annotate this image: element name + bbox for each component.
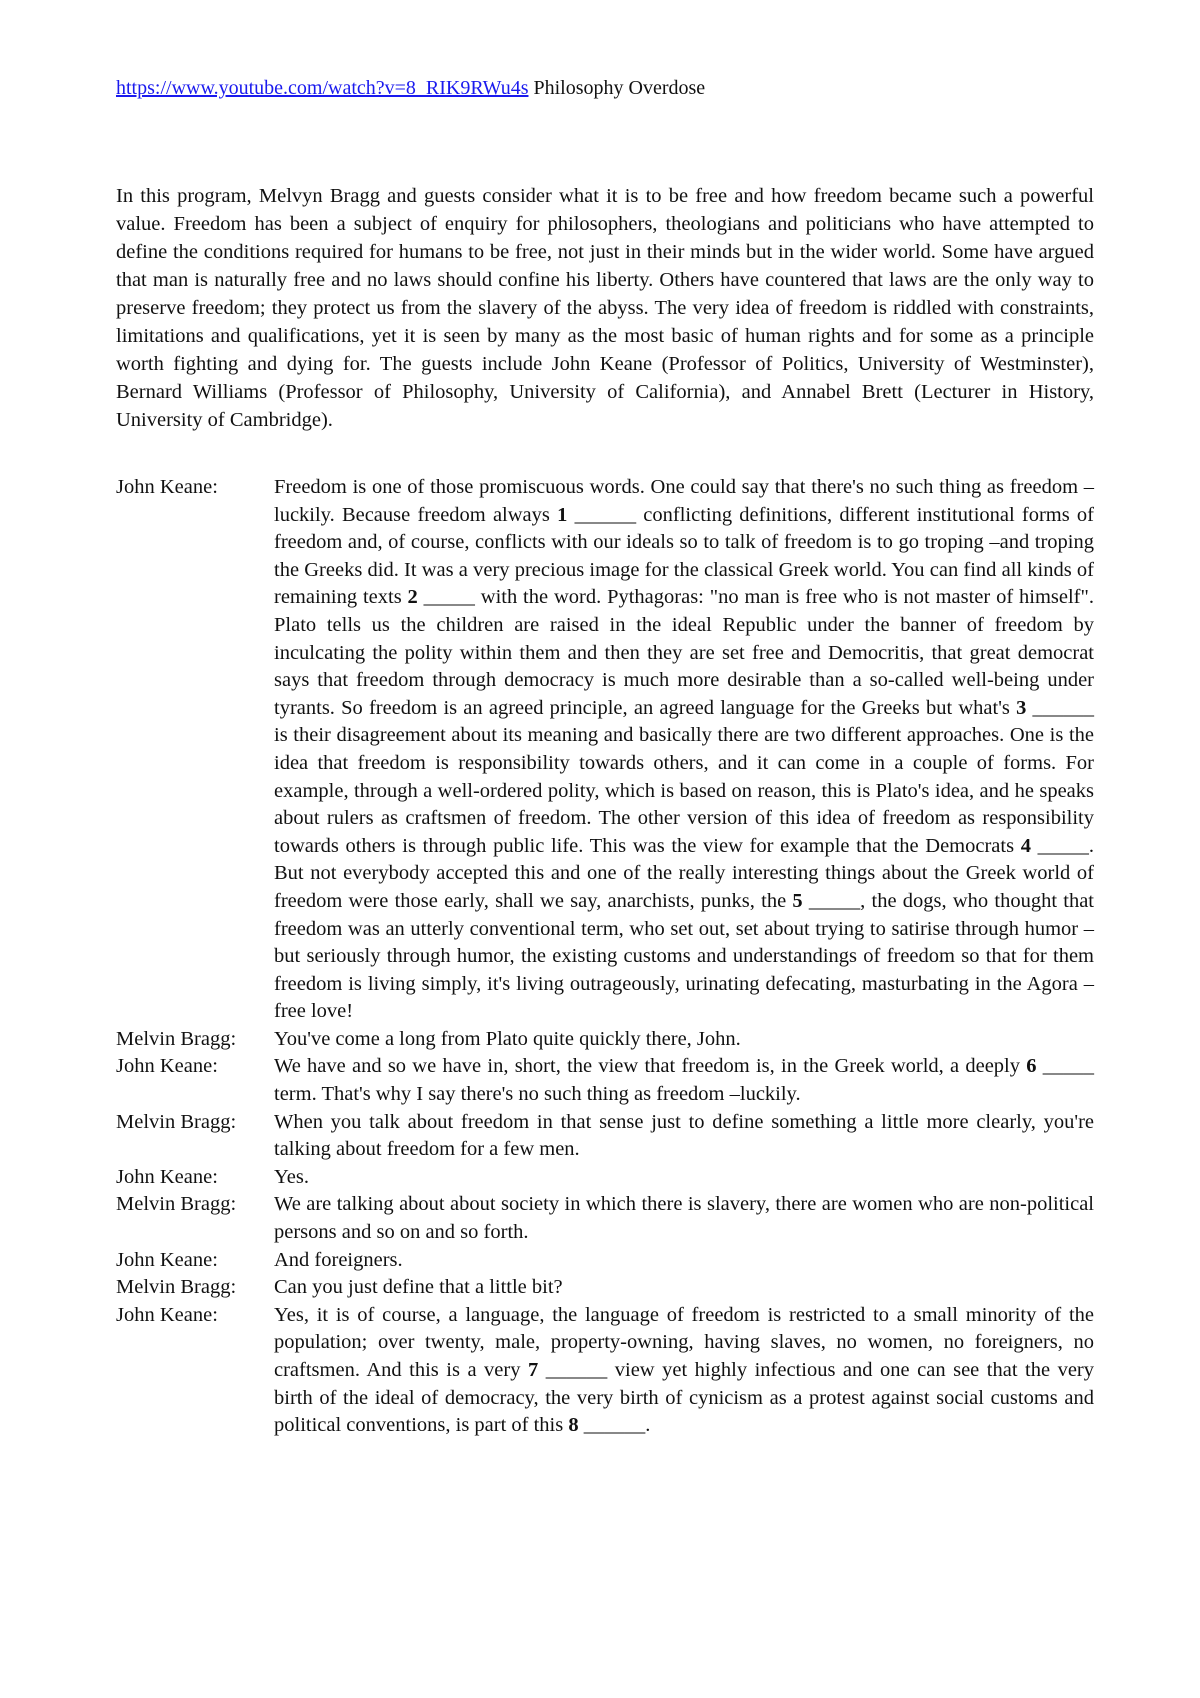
dialogue-turn (116, 1191, 1094, 1246)
dialogue-turn (116, 1164, 1094, 1192)
speaker-name: Melvin Bragg: (116, 1193, 237, 1216)
speech-segment: And foreigners. (274, 1248, 403, 1271)
speech-text (274, 1274, 1094, 1302)
speaker-name: Melvin Bragg: (116, 1027, 237, 1050)
speaker-name: John Keane: (116, 1165, 218, 1188)
dialogue-turn (116, 1247, 1094, 1275)
speech-segment: _____ term. That's why I say there's no such thing as freedom –luckily. (274, 1055, 1094, 1106)
dialogue-turn (116, 1274, 1094, 1302)
speech-segment: You've come a long from Plato quite quickly there, John. (274, 1027, 741, 1050)
speech-segment: Can you just define that a little bit? (274, 1276, 563, 1299)
speaker-name: John Keane: (116, 1248, 218, 1271)
speech-text (274, 474, 1094, 1026)
intro-paragraph: In this program, Melvyn Bragg and guests consider what it is to be free and how freedom became such a powerful value. Freedom has been a subject of enquiry for philosophers, theologians and politicians who have attempted to define the conditions required for humans to be free, not just in their minds but in the wider world. Some have argued that man is naturally free and no laws should confine his liberty. Others have countered that laws are the only way to preserve freedom; they protect us from the slavery of the abyss. The very idea of freedom is riddled with constraints, limitations and qualifications, yet it is seen by many as the most basic of human rights and for some as a principle worth fighting and dying for. The guests include John Keane (Professor of Politics, University of Westminster), Bernard Williams (Professor of Philosophy, University of California), and Annabel Brett (Lecturer in History, University of Cambridge). (116, 185, 1094, 431)
gap-number: 5 (792, 889, 803, 912)
speech-segment: We are talking about about society in which there is slavery, there are women who are non-political persons and so on and so forth. (274, 1193, 1094, 1244)
speech-segment: ______. (578, 1414, 651, 1437)
source-line (116, 74, 705, 102)
speech-text (274, 1109, 1094, 1164)
speech-segment: _____. But not everybody accepted this and one of the really interesting things about the Greek world of freedom were those early, shall we say, anarchists, punks, the (274, 834, 1094, 912)
speech-segment: We have and so we have in, short, the view that freedom is, in the Greek world, a deeply (274, 1055, 1027, 1078)
speech-segment: ______ is their disagreement about its meaning and basically there are two different approaches. One is the idea that freedom is responsibility towards others, and it can come in a couple of forms. For example, through a well-ordered polity, which is based on reason, this is Plato's idea, and he speaks about rulers as craftsmen of freedom. The other version of this idea of freedom as responsibility towards others is through public life. This was the view for example that the Democrats (274, 696, 1095, 857)
dialogue-turn (116, 1109, 1094, 1164)
gap-number: 8 (568, 1414, 579, 1437)
speech-text (274, 1053, 1094, 1108)
dialogue-turn (116, 1053, 1094, 1108)
channel-name: Philosophy Overdose (533, 77, 706, 99)
dialogue-turn (116, 474, 1094, 1026)
speech-text (274, 1302, 1094, 1440)
youtube-link[interactable]: https://www.youtube.com/watch?v=8_RIK9RWu4s (116, 77, 529, 99)
speech-segment: Freedom is one of those promiscuous words. One could say that there's no such thing as freedom –luckily. Because freedom always (274, 476, 1094, 526)
gap-number: 4 (1020, 834, 1031, 857)
dialogue-turn (116, 1026, 1094, 1054)
speech-text (274, 1164, 1094, 1192)
speech-segment: _____ with the word. Pythagoras: "no man is free who is not master of himself". Plato tells us the children are raised in the ideal Republic under the banner of freedom by inculcating the polity within them and then they are set free and Democritis, that great democrat says that freedom through democracy is much more desirable than a so-called well-being under tyrants. So freedom is an agreed principle, an agreed language for the Greeks but what's (274, 586, 1094, 719)
speech-segment: ______ conflicting definitions, different institutional forms of freedom and, of course, conflicts with our ideals so to talk of freedom is to go troping –and troping the Greeks did. It was a very precious image for the classical Greek world. You can find all kinds of remaining texts (274, 503, 1095, 609)
gap-number: 2 (407, 586, 418, 609)
speech-text (274, 1026, 1094, 1054)
gap-number: 3 (1016, 696, 1027, 719)
speaker-name: Melvin Bragg: (116, 1110, 237, 1133)
dialogue (116, 474, 1094, 1440)
gap-number: 1 (557, 503, 568, 526)
speaker-name: John Keane: (116, 1303, 218, 1326)
speech-segment: Yes, it is of course, a language, the language of freedom is restricted to a small minority of the population; over twenty, male, property-owning, having slaves, no women, no foreigners, no craftsmen. And this is a very (274, 1303, 1094, 1381)
speech-segment: _____, the dogs, who thought that freedom was an utterly conventional term, who set out, set about trying to satirise through humor – but seriously through humor, the existing customs and understandings of freedom so that for them freedom is living simply, it's living outrageously, urinating defecating, masturbating in the Agora – free love! (274, 889, 1094, 1023)
speech-segment: When you talk about freedom in that sense just to define something a little more clearly, you're talking about freedom for a few men. (274, 1110, 1094, 1161)
speech-segment: ______ view yet highly infectious and one can see that the very birth of the ideal of democracy, the very birth of cynicism as a protest against social customs and political conventions, is part of this (274, 1359, 1095, 1437)
speaker-name: John Keane: (116, 1055, 218, 1078)
speaker-name: John Keane: (116, 476, 218, 498)
speech-text (274, 1247, 1094, 1275)
gap-number: 6 (1026, 1055, 1037, 1078)
dialogue-turn (116, 1302, 1094, 1440)
speech-text (274, 1191, 1094, 1246)
speech-segment: Yes. (274, 1165, 309, 1188)
speaker-name: Melvin Bragg: (116, 1276, 237, 1299)
gap-number: 7 (528, 1359, 539, 1381)
